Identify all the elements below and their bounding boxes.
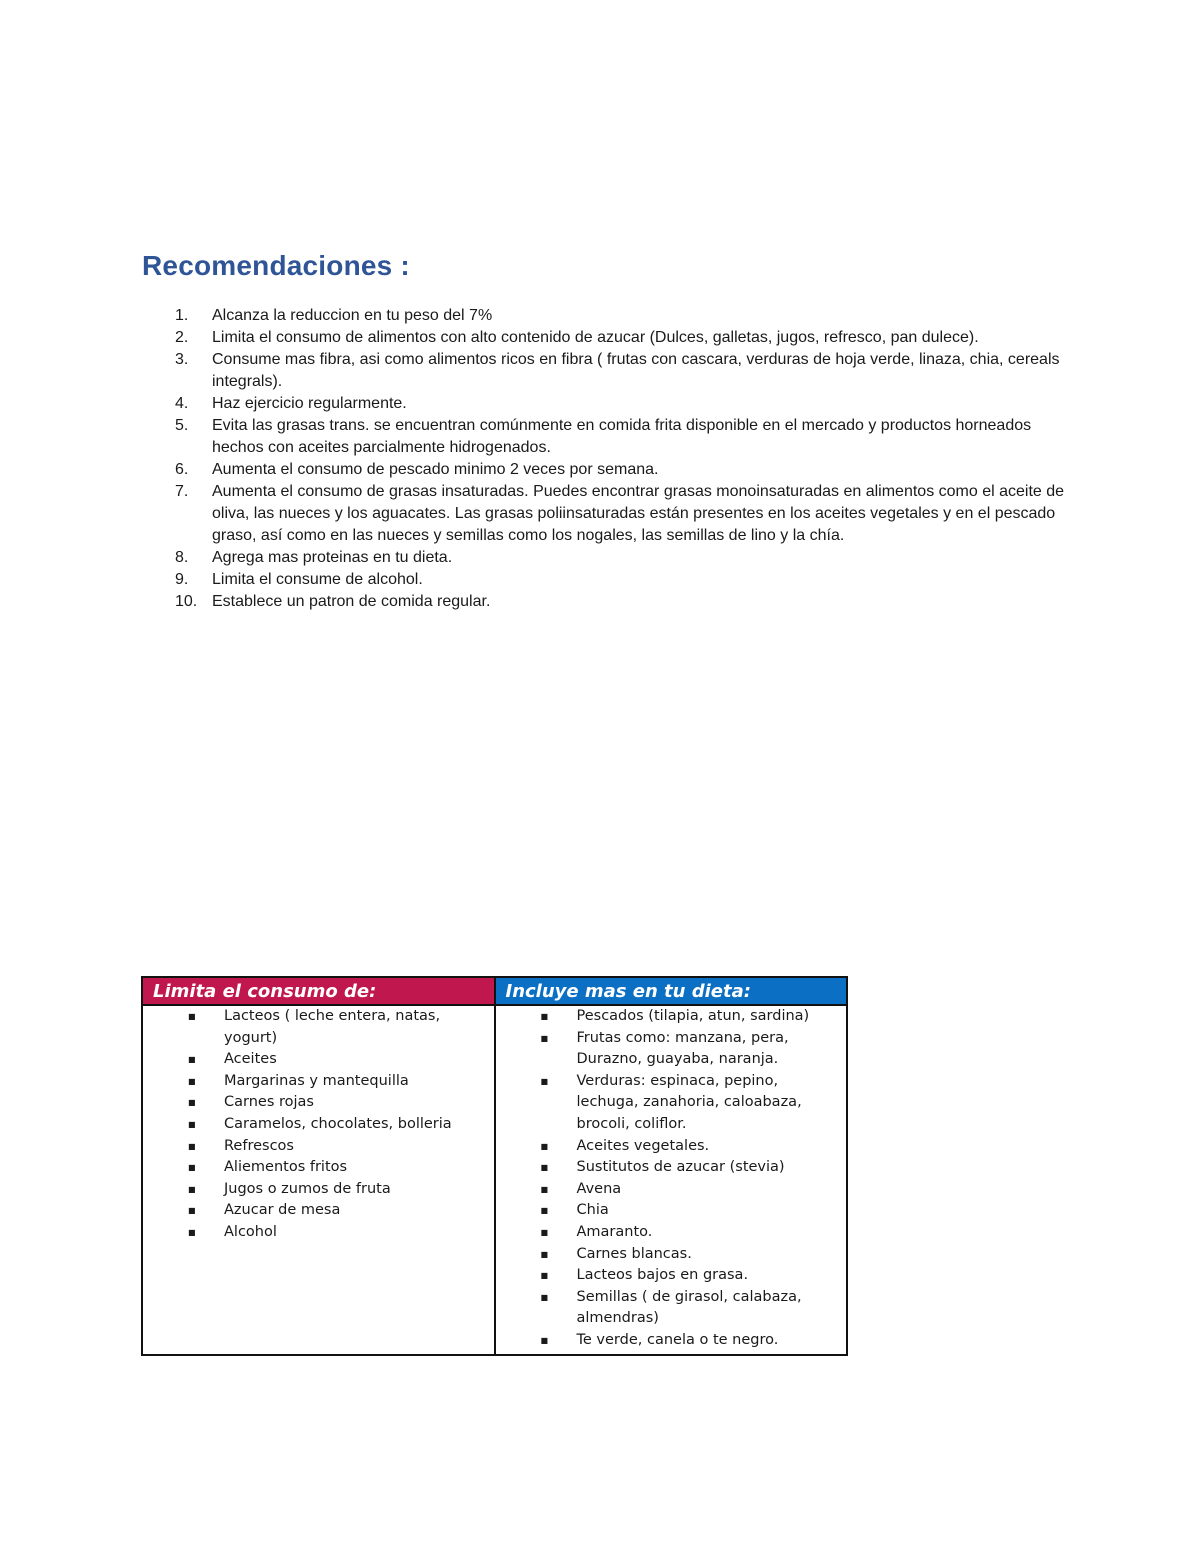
recommendation-item xyxy=(142,591,1072,613)
recommendation-number: 6. xyxy=(175,461,189,478)
food-item-text: Refrescos xyxy=(224,1137,294,1154)
food-item-text: Margarinas y mantequilla xyxy=(224,1072,409,1089)
limit-column-cell xyxy=(142,1005,495,1355)
recommendation-number: 7. xyxy=(175,483,189,500)
food-item-text: Caramelos, chocolates, bolleria xyxy=(224,1115,452,1132)
recommendation-text: Evita las grasas trans. se encuentran comúnmente en comida frita disponible en el mercado y productos horneados hechos con aceites parcialmente hidrogenados. xyxy=(212,417,1032,456)
include-food-item xyxy=(496,1179,847,1201)
food-item-text: Alcohol xyxy=(224,1223,277,1240)
square-bullet-icon: ■ xyxy=(540,1335,549,1345)
food-item-text: Sustitutos de azucar (stevia) xyxy=(576,1159,785,1176)
recommendation-item xyxy=(142,305,1072,327)
diet-table xyxy=(141,976,848,1356)
limit-food-item xyxy=(143,1179,494,1201)
include-food-item xyxy=(496,1071,847,1136)
food-item-text: Amaranto. xyxy=(576,1223,653,1240)
recommendation-number: 5. xyxy=(175,417,189,434)
recommendation-item xyxy=(142,327,1072,349)
recommendation-item xyxy=(142,547,1072,569)
food-item-text: Pescados (tilapia, atun, sardina) xyxy=(576,1008,810,1024)
recommendation-number: 9. xyxy=(175,571,189,588)
square-bullet-icon: ■ xyxy=(540,1206,549,1216)
limit-food-item xyxy=(143,1200,494,1222)
square-bullet-icon: ■ xyxy=(188,1098,196,1108)
food-item-text: Azucar de mesa xyxy=(224,1202,341,1219)
square-bullet-icon: ■ xyxy=(188,1184,196,1194)
square-bullet-icon: ■ xyxy=(188,1227,196,1237)
recommendation-item xyxy=(142,349,1072,393)
food-item-text: Aliementos fritos xyxy=(224,1159,348,1176)
recommendation-text: Alcanza la reduccion en tu peso del 7% xyxy=(212,307,493,324)
recommendation-number: 8. xyxy=(175,549,189,566)
recommendation-text: Aumenta el consumo de pescado minimo 2 veces por semana. xyxy=(212,461,659,478)
recommendation-item xyxy=(142,393,1072,415)
recommendation-item xyxy=(142,481,1072,547)
include-food-item xyxy=(496,1265,847,1287)
page-heading: Recomendaciones : xyxy=(142,250,410,281)
include-food-list xyxy=(496,1006,847,1354)
food-item-text: Semillas ( de girasol, calabaza, almendras) xyxy=(576,1288,802,1327)
food-item-text: Jugos o zumos de fruta xyxy=(224,1180,391,1197)
recommendation-number: 4. xyxy=(175,395,189,412)
square-bullet-icon: ■ xyxy=(540,1184,549,1194)
include-food-item xyxy=(496,1136,847,1158)
food-item-text: Lacteos bajos en grasa. xyxy=(576,1267,749,1284)
food-item-text: Frutas como: manzana, pera, Durazno, guayaba, naranja. xyxy=(576,1029,789,1068)
recommendation-number: 1. xyxy=(175,307,189,324)
include-food-item xyxy=(496,1244,847,1266)
food-item-text: Avena xyxy=(576,1180,622,1197)
recommendation-item xyxy=(142,415,1072,459)
food-item-text: Carnes rojas xyxy=(224,1094,314,1111)
food-item-text: Te verde, canela o te negro. xyxy=(576,1331,779,1348)
food-item-text: Aceites vegetales. xyxy=(576,1137,710,1154)
limit-food-item xyxy=(143,1006,494,1049)
square-bullet-icon: ■ xyxy=(188,1163,196,1173)
square-bullet-icon: ■ xyxy=(188,1119,196,1129)
food-item-text: Aceites xyxy=(224,1051,277,1068)
food-item-text: Lacteos ( leche entera, natas, yogurt) xyxy=(224,1008,441,1046)
square-bullet-icon: ■ xyxy=(540,1141,549,1151)
limit-column-header: Limita el consumo de: xyxy=(142,977,495,1005)
include-food-item xyxy=(496,1287,847,1330)
food-item-text: Verduras: espinaca, pepino, lechuga, zanahoria, caloabaza, brocoli, coliflor. xyxy=(576,1072,802,1132)
square-bullet-icon: ■ xyxy=(540,1249,549,1259)
recommendation-text: Limita el consume de alcohol. xyxy=(212,571,423,588)
limit-food-item xyxy=(143,1114,494,1136)
recommendation-text: Consume mas fibra, asi como alimentos ricos en fibra ( frutas con cascara, verduras de hoja verde, linaza, chia, cereals integrals). xyxy=(212,351,1060,390)
include-food-item xyxy=(496,1006,847,1028)
include-food-item xyxy=(496,1157,847,1179)
include-column-header: Incluye mas en tu dieta: xyxy=(495,977,848,1005)
recommendation-text: Haz ejercicio regularmente. xyxy=(212,395,407,412)
recommendation-item xyxy=(142,459,1072,481)
include-food-item xyxy=(496,1028,847,1071)
recommendation-number: 2. xyxy=(175,329,189,346)
limit-food-item xyxy=(143,1157,494,1179)
recommendation-item xyxy=(142,569,1072,591)
recommendation-number: 3. xyxy=(175,351,189,368)
square-bullet-icon: ■ xyxy=(540,1076,549,1086)
food-item-text: Carnes blancas. xyxy=(576,1245,692,1262)
include-food-item xyxy=(496,1222,847,1244)
square-bullet-icon: ■ xyxy=(540,1271,549,1281)
limit-food-item xyxy=(143,1222,494,1244)
square-bullet-icon: ■ xyxy=(540,1292,549,1302)
square-bullet-icon: ■ xyxy=(188,1076,196,1086)
include-food-item xyxy=(496,1200,847,1222)
limit-food-item xyxy=(143,1092,494,1114)
limit-food-item xyxy=(143,1049,494,1071)
square-bullet-icon: ■ xyxy=(540,1033,549,1043)
include-column-cell xyxy=(495,1005,848,1355)
recommendation-text: Establece un patron de comida regular. xyxy=(212,593,491,610)
recommendations-list xyxy=(142,305,1072,613)
square-bullet-icon: ■ xyxy=(540,1227,549,1237)
square-bullet-icon: ■ xyxy=(540,1163,549,1173)
recommendation-text: Agrega mas proteinas en tu dieta. xyxy=(212,549,453,566)
square-bullet-icon: ■ xyxy=(540,1012,549,1021)
square-bullet-icon: ■ xyxy=(188,1206,196,1216)
square-bullet-icon: ■ xyxy=(188,1012,196,1021)
recommendation-text: Aumenta el consumo de grasas insaturadas. Puedes encontrar grasas monoinsaturadas en alimentos como el aceite de oliva, las nueces y los aguacates. Las grasas poliinsaturadas están presentes en los aceites vegetales y en el pescado graso, así como en las nueces y semillas como los nogales, las semillas de lino y la chía. xyxy=(212,483,1065,544)
recommendation-number: 10. xyxy=(175,593,198,610)
recommendation-text: Limita el consumo de alimentos con alto contenido de azucar (Dulces, galletas, jugos, refresco, pan dulece). xyxy=(212,329,979,346)
limit-food-list xyxy=(143,1006,494,1246)
square-bullet-icon: ■ xyxy=(188,1141,196,1151)
limit-food-item xyxy=(143,1136,494,1158)
include-food-item xyxy=(496,1330,847,1352)
food-item-text: Chia xyxy=(576,1202,609,1219)
square-bullet-icon: ■ xyxy=(188,1055,196,1065)
limit-food-item xyxy=(143,1071,494,1093)
